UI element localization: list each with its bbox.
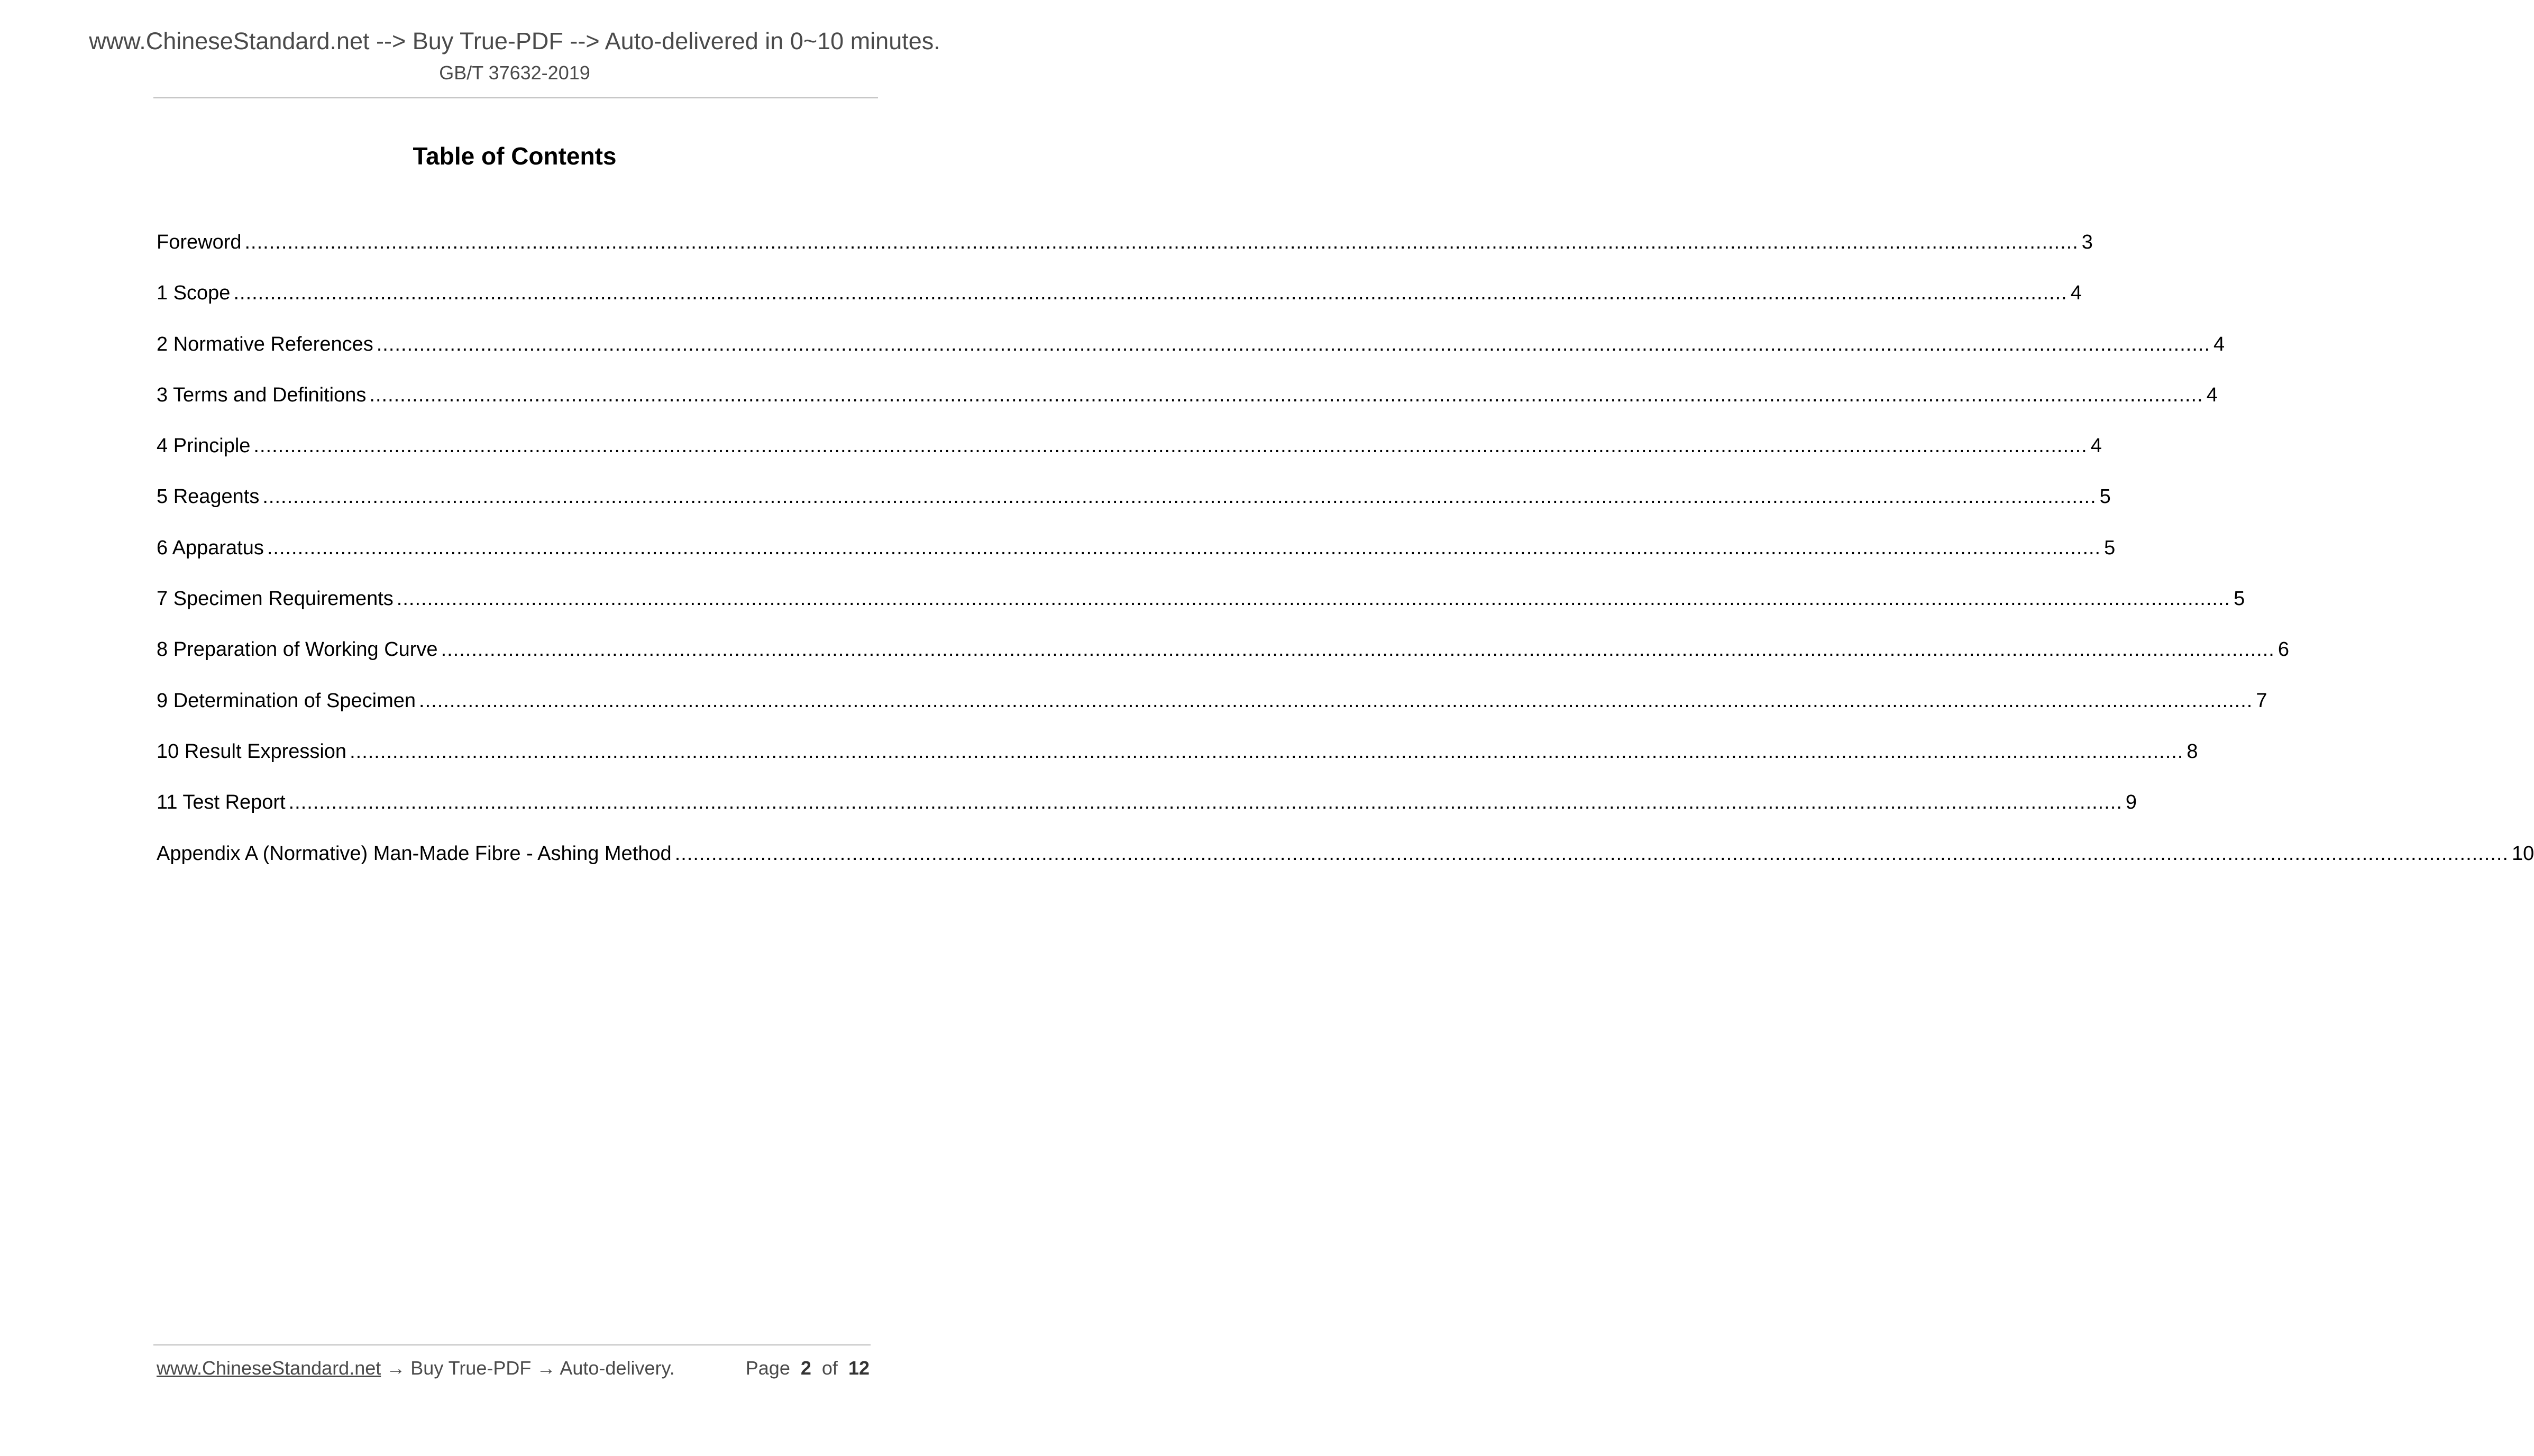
toc-dot-leader: ............................................................................................................................................................................................................................................................................................................ bbox=[350, 740, 2184, 763]
page-current: 2 bbox=[800, 1357, 811, 1379]
toc-dot-leader: ............................................................................................................................................................................................................................................................................................................ bbox=[369, 383, 2203, 406]
toc-entry[interactable] bbox=[157, 841, 2534, 892]
toc-entry-label: 8 Preparation of Working Curve bbox=[157, 638, 438, 661]
of-word: of bbox=[821, 1357, 838, 1379]
toc-entry-page: 4 bbox=[2070, 282, 2082, 305]
page-number bbox=[746, 1357, 870, 1379]
toc-entry-page: 8 bbox=[2187, 740, 2198, 763]
toc-entry-page: 10 bbox=[2511, 842, 2534, 865]
toc-list bbox=[157, 230, 2534, 892]
toc-entry-label: 4 Principle bbox=[157, 435, 251, 457]
page-word: Page bbox=[745, 1357, 790, 1379]
toc-entry[interactable] bbox=[157, 433, 2102, 484]
toc-entry-label: 2 Normative References bbox=[157, 333, 373, 355]
toc-entry-page: 5 bbox=[2234, 588, 2245, 610]
toc-dot-leader: ............................................................................................................................................................................................................................................................................................................ bbox=[233, 282, 2068, 305]
toc-dot-leader: ............................................................................................................................................................................................................................................................................................................ bbox=[674, 842, 2509, 865]
page-title: Table of Contents bbox=[413, 142, 617, 170]
toc-dot-leader: ............................................................................................................................................................................................................................................................................................................ bbox=[288, 791, 2123, 814]
toc-entry-label: 7 Specimen Requirements bbox=[157, 588, 394, 610]
toc-entry-label: 3 Terms and Definitions bbox=[157, 383, 367, 406]
toc-entry-page: 4 bbox=[2206, 383, 2218, 406]
toc-dot-leader: ............................................................................................................................................................................................................................................................................................................ bbox=[267, 536, 2101, 559]
footer-site-link[interactable]: www.ChineseStandard.net bbox=[157, 1357, 381, 1379]
toc-entry-page: 9 bbox=[2125, 791, 2137, 814]
toc-entry-label: 5 Reagents bbox=[157, 486, 260, 508]
arrow-right-icon: → bbox=[386, 1357, 406, 1379]
toc-entry-page: 4 bbox=[2213, 333, 2225, 355]
toc-entry-label: 11 Test Report bbox=[157, 791, 286, 814]
toc-entry[interactable] bbox=[157, 790, 2137, 840]
toc-dot-leader: ............................................................................................................................................................................................................................................................................................................ bbox=[419, 689, 2253, 712]
toc-dot-leader: ............................................................................................................................................................................................................................................................................................................ bbox=[244, 231, 2079, 253]
toc-entry[interactable] bbox=[157, 230, 2093, 280]
toc-dot-leader: ............................................................................................................................................................................................................................................................................................................ bbox=[253, 435, 2088, 457]
toc-entry[interactable] bbox=[157, 535, 2116, 586]
toc-entry[interactable] bbox=[157, 637, 2289, 688]
toc-entry[interactable] bbox=[157, 332, 2225, 382]
arrow-right-icon: → bbox=[536, 1357, 556, 1379]
toc-dot-leader: ............................................................................................................................................................................................................................................................................................................ bbox=[441, 638, 2275, 661]
toc-dot-leader: ............................................................................................................................................................................................................................................................................................................ bbox=[376, 333, 2211, 355]
toc-entry-label: 10 Result Expression bbox=[157, 740, 347, 763]
toc-entry-page: 7 bbox=[2256, 689, 2267, 712]
page-total: 12 bbox=[848, 1357, 870, 1379]
toc-dot-leader: ............................................................................................................................................................................................................................................................................................................ bbox=[262, 486, 2097, 508]
toc-entry[interactable] bbox=[157, 586, 2245, 637]
toc-entry[interactable] bbox=[157, 382, 2218, 433]
toc-entry-label: 6 Apparatus bbox=[157, 536, 264, 559]
toc-entry-page: 5 bbox=[2099, 486, 2111, 508]
toc-entry[interactable] bbox=[157, 280, 2082, 331]
toc-entry-page: 4 bbox=[2090, 435, 2102, 457]
toc-dot-leader: ............................................................................................................................................................................................................................................................................................................ bbox=[396, 588, 2231, 610]
toc-entry[interactable] bbox=[157, 688, 2267, 739]
toc-entry-page: 3 bbox=[2081, 231, 2093, 253]
toc-entry-label: Foreword bbox=[157, 231, 242, 253]
header-divider bbox=[153, 97, 878, 98]
toc-entry-page: 6 bbox=[2277, 638, 2289, 661]
standard-code: GB/T 37632-2019 bbox=[439, 62, 590, 84]
toc-entry-page: 5 bbox=[2104, 536, 2116, 559]
footer-promo bbox=[157, 1357, 675, 1379]
footer-buy-text: Buy True-PDF bbox=[410, 1357, 532, 1379]
toc-entry[interactable] bbox=[157, 739, 2198, 790]
header-banner: www.ChineseStandard.net --> Buy True-PDF --> Auto-delivered in 0~10 minutes. bbox=[89, 28, 940, 54]
footer-divider bbox=[153, 1344, 871, 1345]
toc-entry-label: 9 Determination of Specimen bbox=[157, 689, 416, 712]
footer-delivery-text: Auto-delivery. bbox=[560, 1357, 675, 1379]
toc-entry-label: Appendix A (Normative) Man-Made Fibre - Ashing Method bbox=[157, 842, 672, 865]
toc-entry[interactable] bbox=[157, 484, 2111, 535]
toc-entry-label: 1 Scope bbox=[157, 282, 231, 305]
